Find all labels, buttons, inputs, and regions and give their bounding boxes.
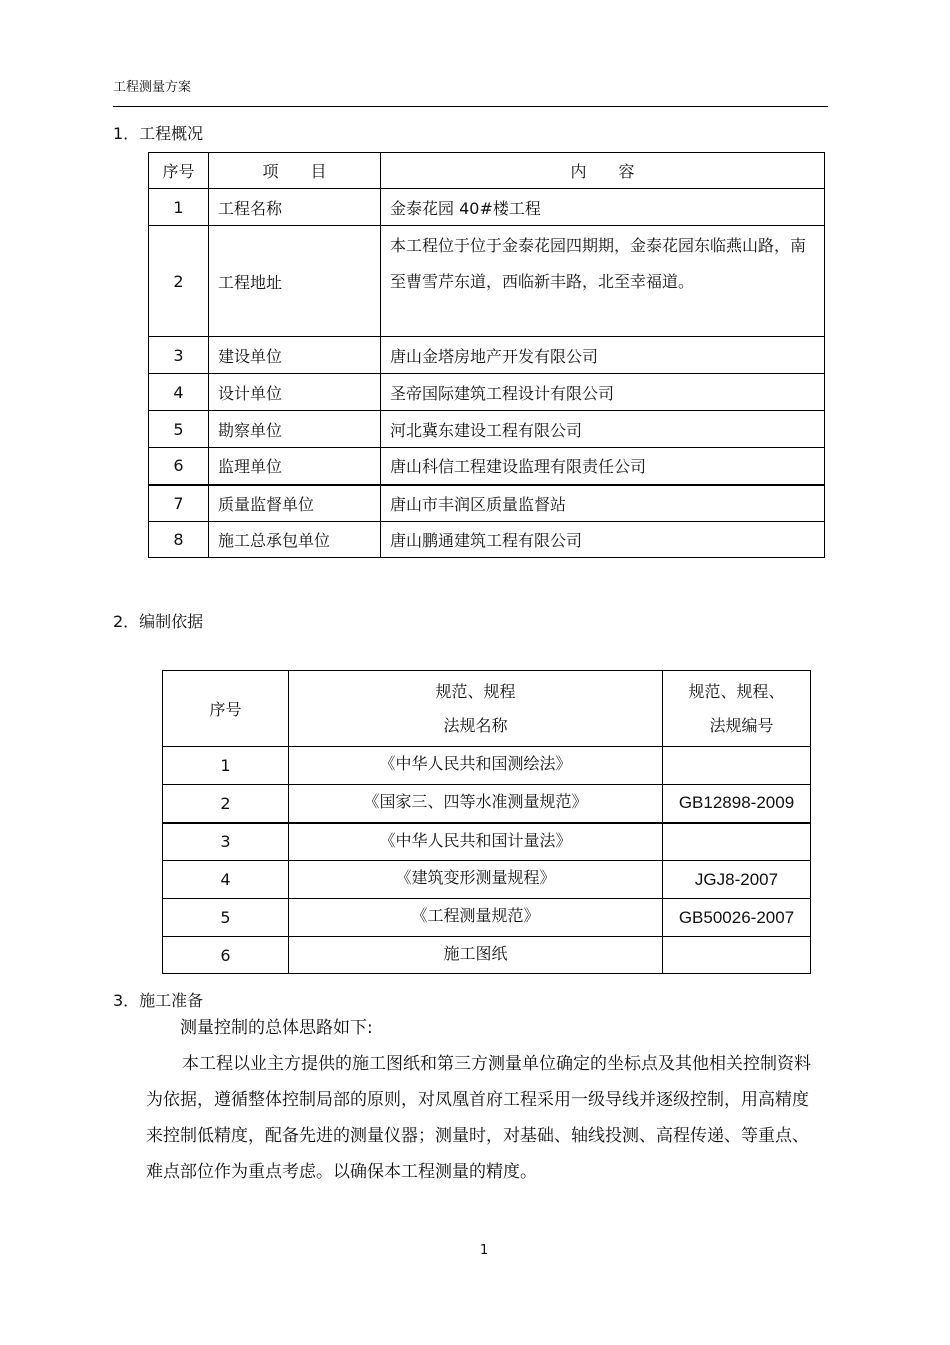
running-header: 工程测量方案	[113, 80, 192, 95]
row-name: 《建筑变形测量规程》	[289, 861, 663, 899]
row-no: 1	[149, 189, 209, 226]
row-name: 施工图纸	[289, 937, 663, 974]
row-content: 唐山科信工程建设监理有限责任公司	[381, 448, 825, 485]
row-no: 4	[163, 861, 289, 899]
row-content: 本工程位于位于金泰花园四期期，金泰花园东临燕山路，南至曹雪芹东道，西临新丰路，北至幸福道。	[381, 226, 825, 337]
row-code	[663, 937, 811, 974]
col-header-code-line1: 规范、规程、	[688, 681, 785, 701]
row-item: 施工总承包单位	[209, 522, 381, 558]
row-content: 金泰花园 40#楼工程	[381, 189, 825, 226]
row-content: 唐山金塔房地产开发有限公司	[381, 337, 825, 374]
col-header-no: 序号	[163, 671, 289, 747]
row-no: 6	[163, 937, 289, 974]
table-row	[149, 226, 825, 337]
table-row	[149, 522, 825, 558]
table-row	[163, 747, 811, 785]
table-row	[163, 937, 811, 974]
table-header-row	[163, 671, 811, 747]
row-content: 圣帝国际建筑工程设计有限公司	[381, 374, 825, 411]
project-overview-table	[148, 152, 825, 558]
row-code	[663, 823, 811, 861]
col-header-item: 项 目	[209, 153, 381, 189]
col-header-name-line1: 规范、规程	[435, 681, 516, 701]
table-row	[163, 823, 811, 861]
table-row	[149, 448, 825, 485]
table-row	[163, 861, 811, 899]
section-3-intro: 测量控制的总体思路如下:	[180, 1018, 373, 1038]
col-header-name-line2: 法规名称	[443, 715, 508, 735]
table-row	[163, 899, 811, 937]
row-no: 2	[149, 226, 209, 337]
row-no: 8	[149, 522, 209, 558]
row-no: 3	[149, 337, 209, 374]
col-header-name	[289, 671, 663, 747]
row-no: 7	[149, 485, 209, 522]
table-row	[149, 374, 825, 411]
section-2-heading: 2．编制依据	[113, 612, 204, 631]
row-no: 6	[149, 448, 209, 485]
section-3-heading: 3．施工准备	[113, 991, 204, 1010]
row-item: 建设单位	[209, 337, 381, 374]
col-header-code-line2: 法规编号	[709, 715, 774, 735]
col-header-code	[663, 671, 811, 747]
table-row	[149, 189, 825, 226]
row-no: 2	[163, 785, 289, 823]
section-1-heading: 1．工程概况	[113, 124, 204, 143]
page-number: 1	[480, 1243, 489, 1258]
col-header-no: 序号	[149, 153, 209, 189]
header-rule	[113, 106, 828, 107]
basis-table	[162, 670, 811, 974]
row-item: 工程地址	[209, 226, 381, 337]
row-item: 工程名称	[209, 189, 381, 226]
row-name: 《工程测量规范》	[289, 899, 663, 937]
row-name: 《中华人民共和国计量法》	[289, 823, 663, 861]
col-header-content: 内 容	[381, 153, 825, 189]
table-row	[149, 485, 825, 522]
row-item: 勘察单位	[209, 411, 381, 448]
table-row	[149, 411, 825, 448]
row-item: 质量监督单位	[209, 485, 381, 522]
table-header-row	[149, 153, 825, 189]
row-content: 唐山市丰润区质量监督站	[381, 485, 825, 522]
row-name: 《国家三、四等水准测量规范》	[289, 785, 663, 823]
row-code: JGJ8-2007	[663, 861, 811, 899]
section-3-paragraph: 本工程以业主方提供的施工图纸和第三方测量单位确定的坐标点及其他相关控制资料为依据，遵循整体控制局部的原则，对凤凰首府工程采用一级导线并逐级控制，用高精度来控制低精度，配备先进的测量仪器；测量时，对基础、轴线投测、高程传递、等重点、难点部位作为重点考虑。以确保本工程测量的精度。	[146, 1054, 811, 1182]
row-item: 监理单位	[209, 448, 381, 485]
row-item: 设计单位	[209, 374, 381, 411]
row-code: GB50026-2007	[663, 899, 811, 937]
row-no: 5	[149, 411, 209, 448]
row-no: 1	[163, 747, 289, 785]
row-code: GB12898-2009	[663, 785, 811, 823]
row-content: 唐山鹏通建筑工程有限公司	[381, 522, 825, 558]
row-content: 河北冀东建设工程有限公司	[381, 411, 825, 448]
table-row	[149, 337, 825, 374]
row-name: 《中华人民共和国测绘法》	[289, 747, 663, 785]
row-no: 4	[149, 374, 209, 411]
table-row	[163, 785, 811, 823]
row-code	[663, 747, 811, 785]
row-no: 5	[163, 899, 289, 937]
row-no: 3	[163, 823, 289, 861]
